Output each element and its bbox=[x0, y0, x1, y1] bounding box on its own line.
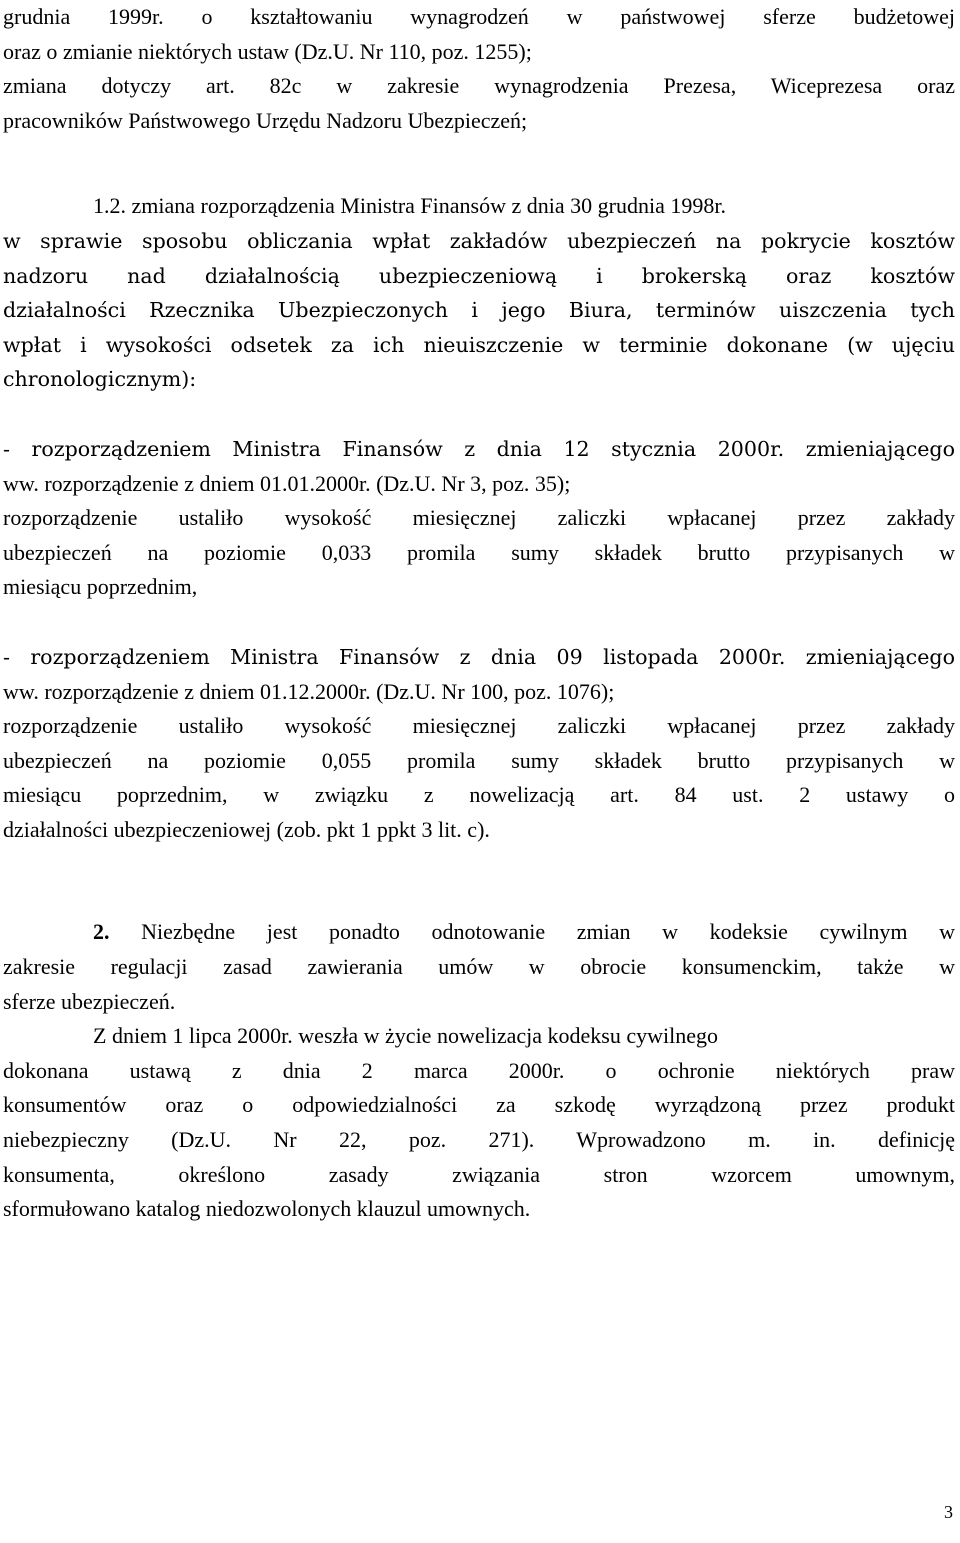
text-line: ww. rozporządzenie z dniem 01.01.2000r. (Dz.U. Nr 3, poz. 35); bbox=[3, 470, 571, 496]
text-line: - rozporządzeniem Ministra Finansów z dnia 12 stycznia 2000r. zmieniającego bbox=[3, 436, 955, 461]
text-line: sferze ubezpieczeń. bbox=[3, 988, 176, 1014]
paragraph-continuation bbox=[3, 0, 955, 138]
section-number: 2. bbox=[93, 919, 110, 945]
page-number: 3 bbox=[944, 1502, 953, 1522]
text-line: dokonana ustawą z dnia 2 marca 2000r. o ochronie niektórych praw bbox=[3, 1057, 955, 1083]
text-line: nadzoru nad działalnością ubezpieczeniową i brokerską oraz kosztów bbox=[3, 263, 955, 288]
spacer bbox=[3, 847, 955, 915]
text-line: chronologicznym): bbox=[3, 367, 197, 392]
text-line: ubezpieczeń na poziomie 0,055 promila sumy składek brutto przypisanych w bbox=[3, 747, 955, 773]
paragraph-section-2 bbox=[3, 915, 955, 1019]
text-line: ww. rozporządzenie z dniem 01.12.2000r. (Dz.U. Nr 100, poz. 1076); bbox=[3, 678, 615, 704]
text-line: konsumentów oraz o odpowiedzialności za szkodę wyrządzoną przez produkt bbox=[3, 1092, 955, 1118]
text-span: Niezbędne jest ponadto odnotowanie zmian w kodeksie cywilnym w bbox=[109, 919, 955, 945]
text-line: grudnia 1999r. o kształtowaniu wynagrodzeń w państwowej sferze budżetowej bbox=[3, 4, 955, 29]
item-heading: 1.2. zmiana rozporządzenia Ministra Finansów z dnia 30 grudnia 1998r. bbox=[93, 193, 726, 219]
paragraph-item-1-2 bbox=[3, 189, 955, 397]
text-line: zakresie regulacji zasad zawierania umów w obrocie konsumenckim, także w bbox=[3, 954, 955, 980]
document-page bbox=[3, 0, 955, 1227]
text-line: pracowników Państwowego Urzędu Nadzoru Ubezpieczeń; bbox=[3, 107, 528, 133]
text-line: konsumenta, określono zasady związania stron wzorcem umownym, bbox=[3, 1161, 955, 1187]
spacer bbox=[3, 138, 955, 189]
text-line: rozporządzenie ustaliło wysokość miesięcznej zaliczki wpłacanej przez zakłady bbox=[3, 713, 955, 739]
text-line: działalności ubezpieczeniowej (zob. pkt 1 ppkt 3 lit. c). bbox=[3, 816, 490, 842]
text-line: działalności Rzecznika Ubezpieczonych i jego Biura, terminów uiszczenia tych bbox=[3, 298, 955, 323]
text-line: sformułowano katalog niedozwolonych klauzul umownych. bbox=[3, 1196, 531, 1222]
text-line: w sprawie sposobu obliczania wpłat zakładów ubezpieczeń na pokrycie kosztów bbox=[3, 228, 955, 253]
text-line: miesiącu poprzednim, w związku z nowelizacją art. 84 ust. 2 ustawy o bbox=[3, 782, 955, 808]
text-line: oraz o zmianie niektórych ustaw (Dz.U. Nr 110, poz. 1255); bbox=[3, 38, 532, 64]
text-line: - rozporządzeniem Ministra Finansów z dnia 09 listopada 2000r. zmieniającego bbox=[3, 644, 955, 669]
text-line: zmiana dotyczy art. 82c w zakresie wynagrodzenia Prezesa, Wiceprezesa oraz bbox=[3, 73, 955, 99]
spacer bbox=[3, 605, 955, 640]
text-line: Z dniem 1 lipca 2000r. weszła w życie nowelizacja kodeksu cywilnego bbox=[93, 1023, 718, 1049]
text-line: ubezpieczeń na poziomie 0,033 promila sumy składek brutto przypisanych w bbox=[3, 539, 955, 565]
paragraph-civil-code bbox=[3, 1019, 955, 1227]
text-line: miesiącu poprzednim, bbox=[3, 574, 198, 600]
text-line: wpłat i wysokości odsetek za ich nieuiszczenie w terminie dokonane (w ujęciu bbox=[3, 332, 955, 357]
text-line: rozporządzenie ustaliło wysokość miesięcznej zaliczki wpłacanej przez zakłady bbox=[3, 505, 955, 531]
text-line: niebezpieczny (Dz.U. Nr 22, poz. 271). Wprowadzono m. in. definicję bbox=[3, 1127, 955, 1153]
paragraph-regulation-january bbox=[3, 432, 955, 605]
paragraph-regulation-november bbox=[3, 640, 955, 848]
text-line bbox=[3, 915, 955, 950]
spacer bbox=[3, 397, 955, 432]
